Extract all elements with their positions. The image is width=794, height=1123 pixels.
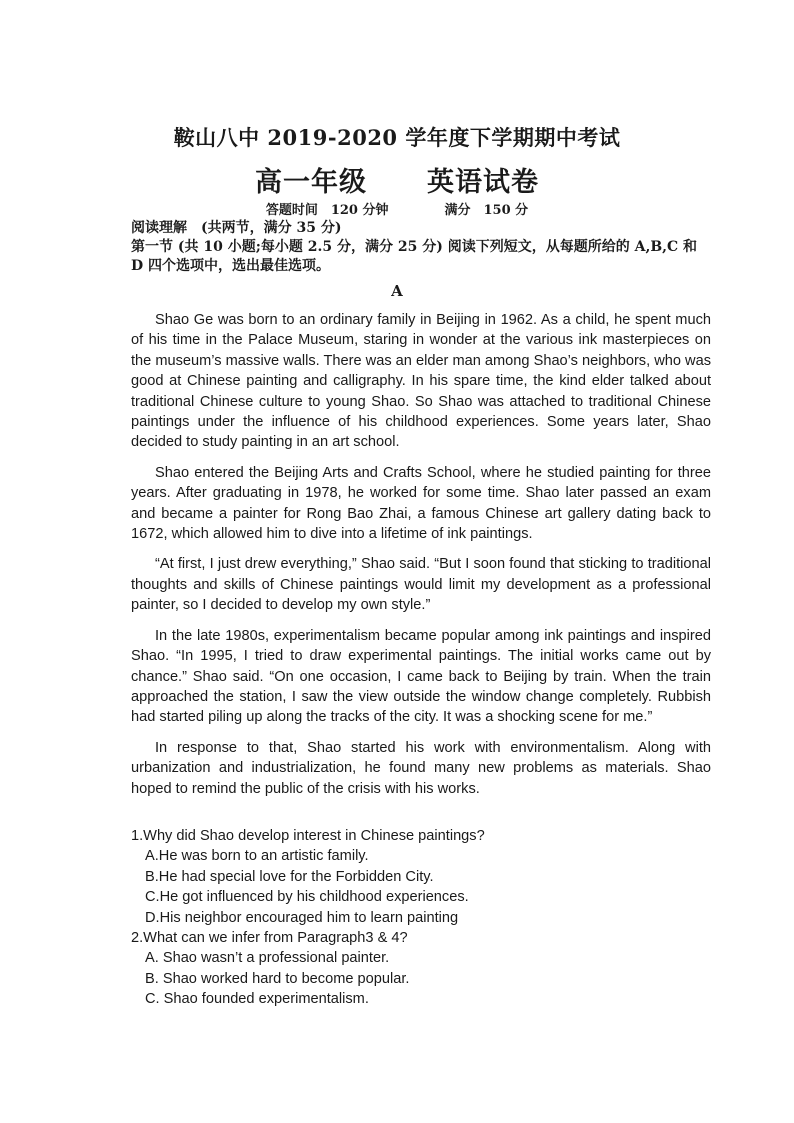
time-label: 答题时间 120 分钟	[265, 203, 389, 218]
question-option: B. Shao worked hard to become popular.	[145, 970, 410, 987]
grade-label: 高一年级	[255, 167, 367, 198]
question-option: B.He had special love for the Forbidden City.	[145, 868, 434, 885]
question-2	[131, 928, 711, 1010]
passage-paragraph: Shao entered the Beijing Arts and Crafts School, where he studied painting for three years. After graduating in 1978, he worked for some time. Shao later passed an exam and became a painter for Rong Bao Zhai, a famous Chinese art gallery dating back to 1672, which allowed him to dive into a lifetime of ink paintings.	[131, 464, 711, 543]
section1-instructions: 第一节 (共 10 小题;每小题 2.5 分，满分 25 分) 阅读下列短文，从每题所给的 A,B,C 和 D 四个选项中，选出最佳选项。	[131, 239, 698, 274]
question-stem: 2.What can we infer from Paragraph3 & 4?	[131, 930, 408, 947]
passage-paragraph: Shao Ge was born to an ordinary family in Beijing in 1962. As a child, he spent much of his time in the Palace Museum, staring in wonder at the various ink masterpieces on the museum’s massive walls. There was an elder man among Shao’s neighbors, who was good at Chinese painting and calligraphy. In his spare time, the kind elder talked about traditional Chinese culture to young Shao. So Shao was attached to traditional Chinese paintings under the influence of his childhood experiences. Some years later, Shao decided to study painting in an art school.	[131, 312, 711, 451]
exam-title: 鞍山八中 2019-2020 学年度下学期期中考试	[173, 125, 621, 150]
passage-paragraph: In response to that, Shao started his work with environmentalism. Along with urbanization and industrialization, he found many new problems as materials. Shao hoped to remind the public of the crisis with his works.	[131, 739, 711, 797]
question-option: D.His neighbor encouraged him to learn painting	[145, 909, 459, 926]
question-option: A.He was born to an artistic family.	[145, 848, 369, 865]
passage-paragraph: “At first, I just drew everything,” Shao said. “But I soon found that sticking to traditional thoughts and skills of Chinese paintings would limit my development as a professional painter, so I decided to develop my own style.”	[131, 556, 711, 614]
question-option: A. Shao wasn’t a professional painter.	[145, 950, 390, 967]
passage-paragraph: In the late 1980s, experimentalism became popular among ink paintings and inspired Shao. “In 1995, I tried to draw experimental paintings. The initial works came out by chance.” Shao said. “On one occasion, I came back to Beijing by train. When the train approached the station, I saw the view outside the window change completely. Rubbish had started piling up along the tracks of the city. It was a shocking scene for me.”	[131, 627, 711, 726]
part-heading: 阅读理解 (共两节，满分 35 分)	[131, 220, 342, 236]
score-label: 满分 150 分	[444, 203, 529, 218]
exam-info	[0, 199, 794, 218]
question-stem: 1.Why did Shao develop interest in Chinese paintings?	[131, 828, 485, 844]
question-1	[131, 826, 711, 928]
question-option: C.He got influenced by his childhood experiences.	[145, 889, 469, 906]
question-list	[131, 826, 711, 1010]
question-option: C. Shao founded experimentalism.	[145, 991, 369, 1008]
exam-subtitle	[0, 160, 794, 199]
passage-label: A	[391, 282, 403, 300]
subject-label: 英语试卷	[427, 167, 539, 198]
passage-body	[131, 310, 711, 809]
